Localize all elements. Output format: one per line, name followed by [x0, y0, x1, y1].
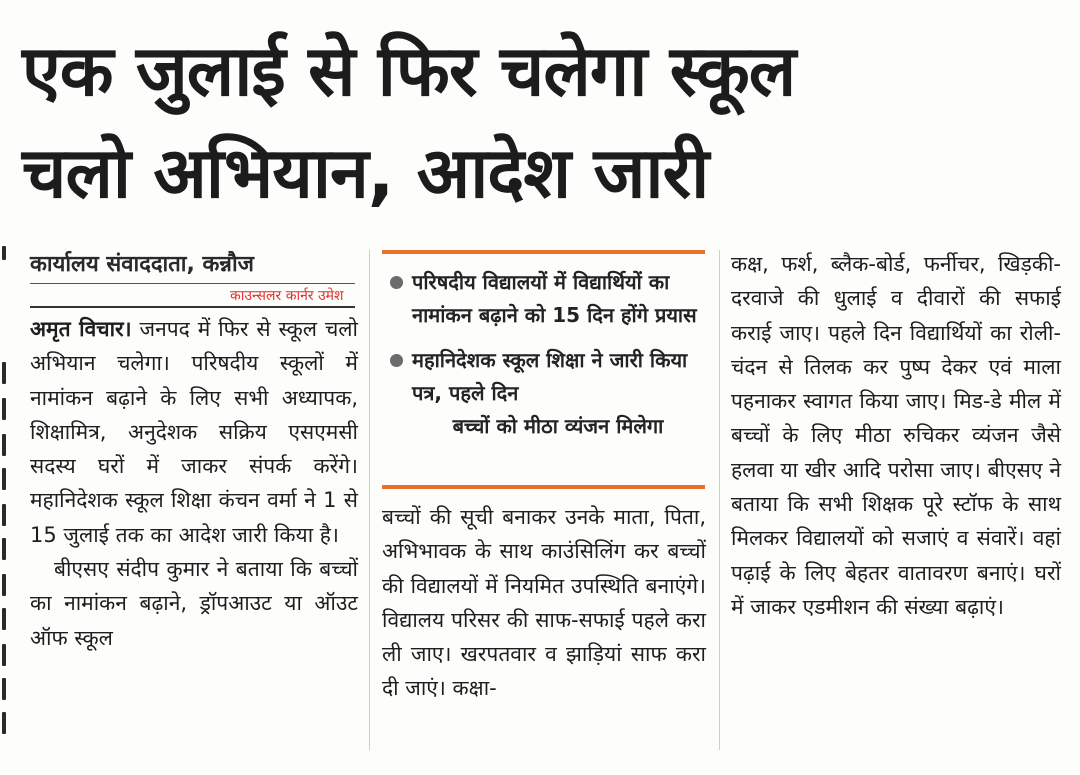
byline: कार्यालय संवाददाता, कन्नौज	[30, 252, 254, 277]
previous-column-edge	[0, 240, 14, 760]
headline-line-2: चलो अभियान, आदेश जारी	[22, 132, 709, 214]
column-separator	[719, 250, 720, 750]
highlight-bottom-rule	[382, 485, 705, 489]
dateline: अमृत विचार।	[30, 317, 132, 341]
paragraph-1	[30, 312, 358, 552]
byline-underline	[30, 283, 355, 284]
paragraph-4: कक्ष, फर्श, ब्लैक-बोर्ड, फर्नीचर, खिड़की-दरवाजे की धुलाई व दीवारों की सफाई कराई जाए। पहले दिन विद्यार्थियों का रोली-चंदन से तिलक कर पुष्प देकर एवं माला पहनाकर स्वागत किया जाए। मिड-डे मील में बच्चों के लिए मीठा रुचिकर व्यंजन जैसे हलवा या खीर आदि परोसा जाए। बीएसए ने बताया कि सभी शिक्षक पूरे स्टॉफ के साथ मिलकर विद्यालयों को सजाएं व संवारें। वहां पढ़ाई के लिए बेहतर वातावरण बनाएं। घरों में जाकर एडमीशन की संख्या बढ़ाएं।	[731, 252, 1061, 619]
bullet-icon	[390, 354, 403, 367]
paragraph-1-text: जनपद में फिर से स्कूल चलो अभियान चलेगा। परिषदीय स्कूलों में नामांकन बढ़ाने के लिए सभी अध्यापक, शिक्षामित्र, अनुदेशक सक्रिय एसएमसी सदस्य घरों में जाकर संपर्क करेंगे। महानिदेशक स्कूल शिक्षा कंचन वर्मा ने 1 से 15 जुलाई तक का आदेश जारी किया है।	[30, 317, 358, 547]
paragraph-3: बच्चों की सूची बनाकर उनके माता, पिता, अभिभावक के साथ काउंसिलिंग कर बच्चों की विद्यालयों में नियमित उपस्थिति बनाएंगे। विद्यालय परिसर की साफ-सफाई पहले करा ली जाए। खरपतवार व झाड़ियां साफ करा दी जाएं। कक्षा-	[382, 505, 706, 701]
highlight-item	[388, 344, 704, 443]
article-column-3	[731, 247, 1061, 624]
handwritten-note: काउन्सलर कार्नर उमेश	[230, 288, 344, 304]
bullet-icon	[390, 276, 403, 289]
paragraph-2: बीएसए संदीप कुमार ने बताया कि बच्चों का नामांकन बढ़ाने, ड्रॉपआउट या ऑउट ऑफ स्कूल	[30, 557, 358, 650]
highlight-text: परिषदीय विद्यालयों में विद्यार्थियों का नामांकन बढ़ाने को 15 दिन होंगे प्रयास	[412, 270, 697, 327]
highlights-box	[388, 266, 704, 455]
article-column-2	[382, 500, 706, 706]
headline-line-1: एक जुलाई से फिर चलेगा स्कूल	[22, 30, 796, 112]
highlight-top-rule	[382, 250, 705, 254]
highlight-item	[388, 266, 704, 332]
highlight-text-last-line: बच्चों को मीठा व्यंजन मिलेगा	[452, 414, 664, 438]
highlight-text: महानिदेशक स्कूल शिक्षा ने जारी किया पत्र, पहले दिन	[412, 348, 688, 405]
column-separator	[369, 250, 370, 750]
headline	[22, 20, 1062, 224]
article-column-1	[30, 312, 358, 655]
byline-divider	[30, 306, 355, 308]
